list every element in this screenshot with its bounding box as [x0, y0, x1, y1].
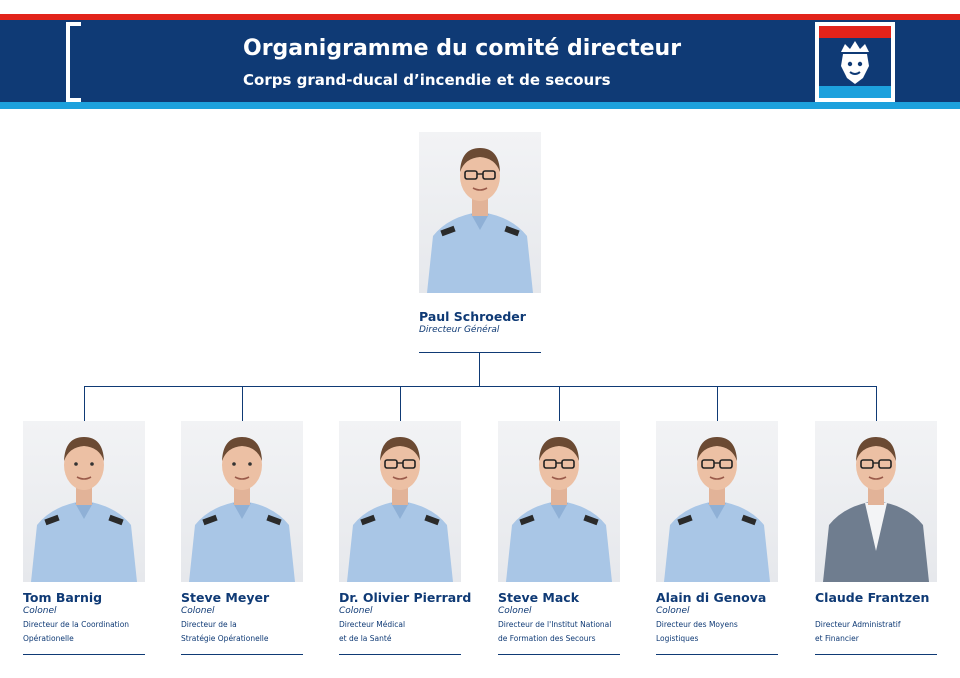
member-underline [498, 654, 620, 655]
portrait-icon [181, 421, 303, 582]
member-photo [339, 421, 461, 582]
member-photo [656, 421, 778, 582]
cgdis-logo [815, 22, 895, 102]
lion-crown-icon [835, 38, 875, 88]
director-name: Paul Schroeder [419, 309, 526, 324]
page-title: Organigramme du comité directeur [243, 36, 682, 61]
member-role-line-1: Directeur de la Coordination [23, 620, 130, 629]
page-subtitle: Corps grand-ducal d’incendie et de secours [243, 71, 611, 89]
member-rank: Colonel [656, 606, 690, 616]
member-photo [815, 421, 937, 582]
member-role-line-1: Directeur de l'Institut National [498, 620, 612, 629]
member-rank: Colonel [23, 606, 57, 616]
portrait-icon [419, 132, 541, 293]
connector-drop [717, 386, 718, 421]
member-photo [23, 421, 145, 582]
member-underline [181, 654, 303, 655]
member-name: Dr. Olivier Pierrard [339, 590, 472, 605]
member-name: Steve Meyer [181, 590, 270, 605]
bracket-mark [66, 22, 81, 102]
member-role-line-2: et de la Santé [339, 634, 392, 643]
member-rank: Colonel [181, 606, 215, 616]
member-underline [815, 654, 937, 655]
director-underline [419, 352, 541, 353]
connector-drop [242, 386, 243, 421]
member-role-line-2: Logistiques [656, 634, 699, 643]
member-photo [498, 421, 620, 582]
connector-drop [400, 386, 401, 421]
member-role-line-2: Opérationelle [23, 634, 74, 643]
member-underline [656, 654, 778, 655]
connector-drop [876, 386, 877, 421]
connector-drop [84, 386, 85, 421]
connector-horizontal [84, 386, 876, 387]
member-underline [23, 654, 145, 655]
member-name: Alain di Genova [656, 590, 767, 605]
member-name: Tom Barnig [23, 590, 103, 605]
connector-trunk [479, 353, 480, 386]
header-blue-stripe [0, 102, 960, 109]
member-rank: Colonel [498, 606, 532, 616]
portrait-icon [498, 421, 620, 582]
member-role-line-1: Directeur Médical [339, 620, 406, 629]
member-role-line-2: de Formation des Secours [498, 634, 596, 643]
director-role: Directeur Général [419, 325, 500, 335]
member-role-line-1: Directeur Administratif [815, 620, 901, 629]
portrait-icon [23, 421, 145, 582]
member-rank: Colonel [339, 606, 373, 616]
member-name: Claude Frantzen [815, 590, 930, 605]
member-underline [339, 654, 461, 655]
member-role-line-1: Directeur de la [181, 620, 237, 629]
member-role-line-2: Stratégie Opérationelle [181, 634, 269, 643]
connector-drop [559, 386, 560, 421]
member-name: Steve Mack [498, 590, 580, 605]
portrait-icon [815, 421, 937, 582]
member-photo [181, 421, 303, 582]
member-role-line-1: Directeur des Moyens [656, 620, 738, 629]
director-photo [419, 132, 541, 293]
member-role-line-2: et Financier [815, 634, 859, 643]
portrait-icon [656, 421, 778, 582]
portrait-icon [339, 421, 461, 582]
